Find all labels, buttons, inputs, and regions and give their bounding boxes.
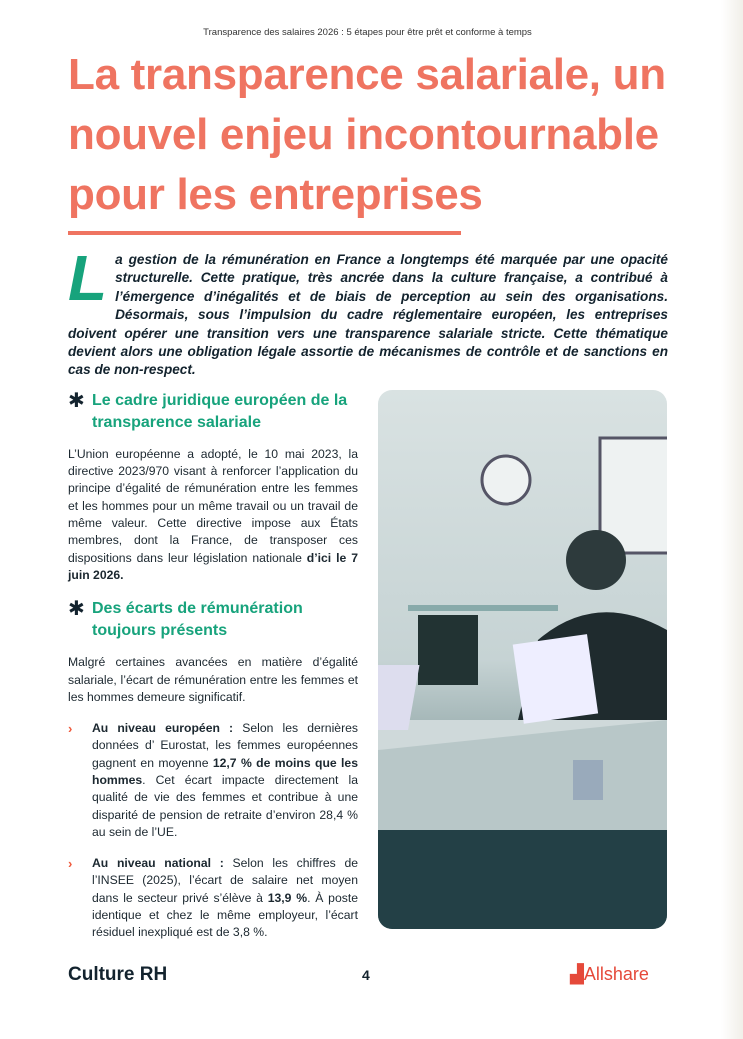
office-photo (378, 390, 667, 929)
title-underline (68, 231, 461, 235)
page-title: La transparence salariale, un nouvel enjeu incontournable pour les entreprises (68, 50, 666, 219)
running-header: Transparence des salaires 2026 : 5 étapes pour être prêt et conforme à temps (203, 27, 532, 38)
content-row (68, 390, 667, 956)
text-column (68, 390, 358, 956)
section-heading: ✱ Le cadre juridique européen de la transparence salariale (68, 390, 358, 434)
page-number: 4 (362, 966, 370, 983)
footer (68, 960, 668, 990)
chevron-right-icon: › (68, 856, 73, 872)
bullet-item: › Au niveau national : Selon les chiffres de l’INSEE (2025), l’écart de salaire net moyen dans le secteur privé s’élève à 13,9 %. À poste identique et chez le même employeur, l’écart résiduel inexpliqué est de 3,8 %. (68, 855, 358, 941)
section-paragraph: L’Union européenne a adopté, le 10 mai 2023, la directive 2023/970 visant à renforcer l’application du principe d’égalité de rémunération entre les femmes et les hommes pour un même travail ou un travail de même valeur. Cette directive impose aux États membres, dont la France, de transposer ces dispositions dans leur législation nationale d’ici le 7 juin 2026. (68, 446, 358, 582)
intro-paragraph (68, 242, 668, 380)
asterisk-icon: ✱ (68, 389, 85, 412)
section-paragraph: Malgré certaines avancées en matière d’égalité salariale, l’écart de rémunération entre les femmes et les hommes demeure significatif. (68, 655, 358, 704)
allshare-logo: ▟Allshare (570, 964, 649, 985)
asterisk-icon: ✱ (68, 598, 85, 621)
drop-cap: L (68, 242, 108, 314)
chevron-right-icon: › (68, 721, 73, 737)
footer-brand: Culture RH (68, 963, 168, 985)
logo-mark-icon: ▟ (570, 964, 584, 985)
intro-text: a gestion de la rémunération en France a longtemps été marquée par une opacité structurelle. Cette pratique, très ancrée dans la culture française, a contribué à l’émergence d’inégalités et de biais de perception au sein des organisations. Désormais, sous l’impulsion du cadre réglementaire européen, les entreprises doivent opérer une transition vers une transparence salariale stricte. Cette thématique devient alors une obligation légale assortie de mécanismes de contrôle et de sanctions en cas de non-respect. (68, 252, 668, 378)
bullet-item: › Au niveau européen : Selon les dernières données d’ Eurostat, les femmes européennes gagnent en moyenne 12,7 % de moins que les hommes. Cet écart impacte directement la qualité de vie des femmes et contribue à une disparité de pension de retraite d’environ 28,4 % au sein de l’UE. (68, 720, 358, 841)
section-heading: ✱ Des écarts de rémunération toujours présents (68, 598, 358, 642)
